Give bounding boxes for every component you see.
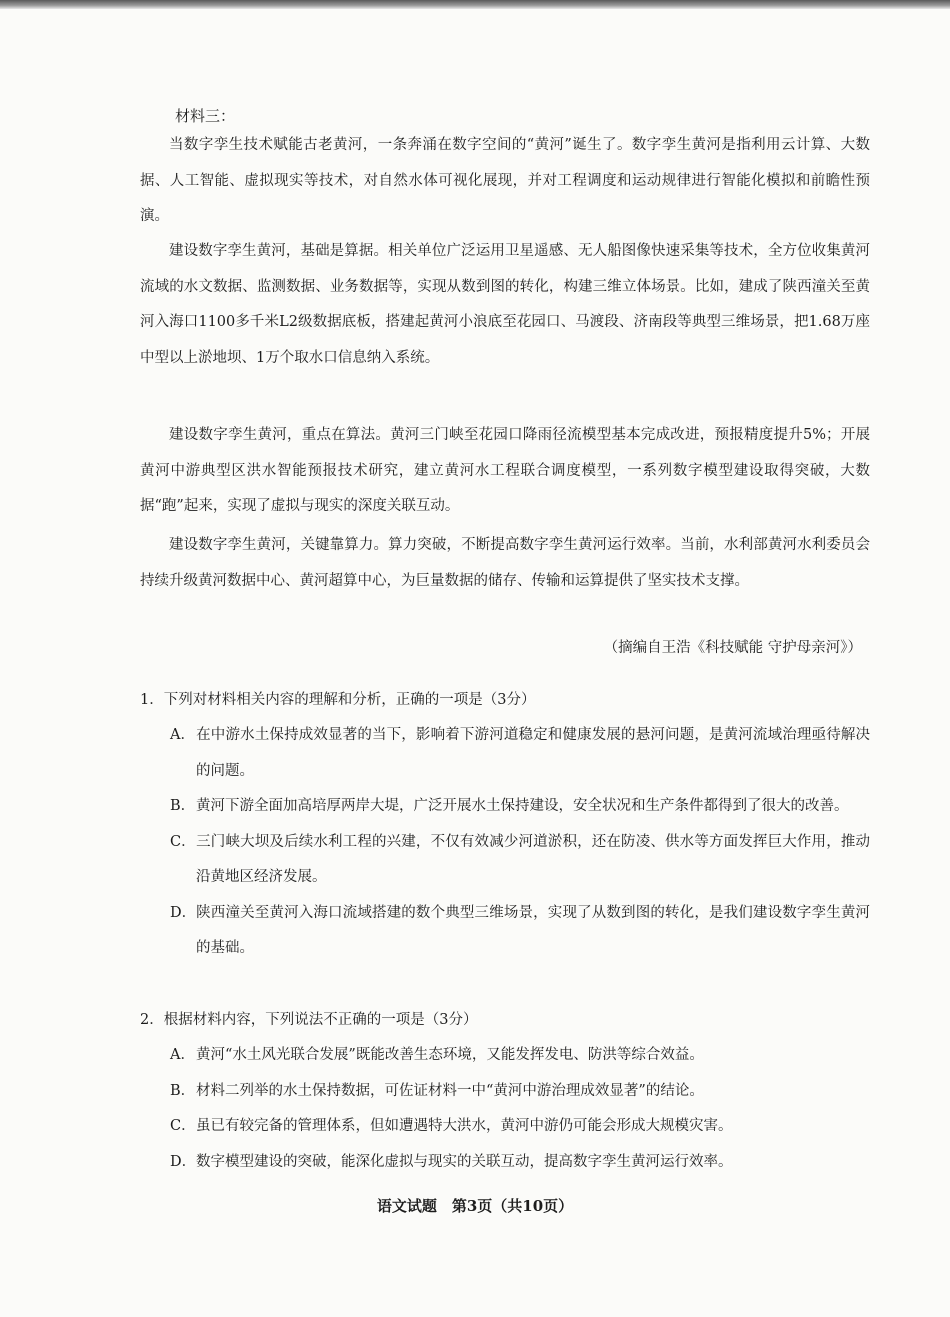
material-paragraph-2: 建设数字孪生黄河，基础是算据。相关单位广泛运用卫星遥感、无人船图像快速采集等技术，全方位收集黄河流域的水文数据、监测数据、业务数据等，实现从数到图的转化，构建三维立体场景。比如，建成了陕西潼关至黄河入海口1100多千米L2级数据底板，搭建起黄河小浪底至花园口、马渡段、济南段等典型三维场景，把1.68万座中型以上淤地坝、1万个取水口信息纳入系统。	[140, 243, 870, 366]
option-letter: C．	[170, 1118, 196, 1134]
question-1-option-d[interactable]	[140, 896, 870, 967]
question-2-option-d[interactable]	[140, 1145, 870, 1181]
option-letter: B．	[170, 1082, 196, 1099]
option-letter: C．	[170, 833, 196, 850]
option-text: 黄河下游全面加高培厚两岸大堤，广泛开展水土保持建设，安全状况和生产条件都得到了很大的改善。	[196, 798, 849, 814]
question-2-stem: 2．根据材料内容，下列说法不正确的一项是（3分）	[140, 1012, 478, 1028]
option-letter: A．	[170, 1047, 195, 1063]
option-text: 材料二列举的水土保持数据，可佐证材料一中“黄河中游治理成效显著”的结论。	[196, 1082, 704, 1099]
question-1	[140, 683, 870, 967]
option-letter: B．	[170, 798, 196, 814]
option-text: 数字模型建设的突破，能深化虚拟与现实的关联互动，提高数字孪生黄河运行效率。	[196, 1153, 733, 1170]
material-heading: 材料三：	[175, 107, 236, 125]
material-paragraph-1: 当数字孪生技术赋能古老黄河，一条奔涌在数字空间的“黄河”诞生了。数字孪生黄河是指利用云计算、大数据、人工智能、虚拟现实等技术，对自然水体可视化展现，并对工程调度和运动规律进行智能化模拟和前瞻性预演。	[140, 137, 870, 224]
question-1-option-b[interactable]	[140, 789, 870, 825]
question-2-option-b[interactable]	[140, 1074, 870, 1110]
material-paragraph-3: 建设数字孪生黄河，重点在算法。黄河三门峡至花园口降雨径流模型基本完成改进，预报精度提升5%；开展黄河中游典型区洪水智能预报技术研究，建立黄河水工程联合调度模型，一系列数字模型建设取得突破，大数据“跑”起来，实现了虚拟与现实的深度关联互动。	[140, 427, 870, 514]
option-letter: A．	[170, 727, 195, 743]
material-paragraph-4: 建设数字孪生黄河，关键靠算力。算力突破，不断提高数字孪生黄河运行效率。当前，水利部黄河水利委员会持续升级黄河数据中心、黄河超算中心，为巨量数据的储存、传输和运算提供了坚实技术支撑。	[140, 537, 870, 589]
option-text: 陕西潼关至黄河入海口流域搭建的数个典型三维场景，实现了从数到图的转化，是我们建设数字孪生黄河的基础。	[196, 904, 870, 956]
material-source: （摘编自王浩《科技赋能 守护母亲河》）	[603, 640, 862, 656]
option-text: 黄河“水土风光联合发展”既能改善生态环境，又能发挥发电、防洪等综合效益。	[196, 1047, 704, 1063]
question-1-option-c[interactable]	[140, 825, 870, 896]
page-footer: 语文试题 第3页（共10页）	[376, 1197, 574, 1215]
question-2-option-c[interactable]	[140, 1109, 870, 1145]
option-text: 在中游水土保持成效显著的当下，影响着下游河道稳定和健康发展的悬河问题，是黄河流域治理亟待解决的问题。	[196, 727, 870, 779]
option-text: 三门峡大坝及后续水利工程的兴建，不仅有效减少河道淤积，还在防凌、供水等方面发挥巨大作用，推动沿黄地区经济发展。	[196, 833, 870, 885]
option-letter: D．	[170, 1153, 197, 1170]
question-1-stem: 1．下列对材料相关内容的理解和分析，正确的一项是（3分）	[140, 692, 536, 708]
question-2	[140, 1003, 870, 1180]
question-2-option-a[interactable]	[140, 1038, 870, 1074]
option-letter: D．	[170, 904, 197, 921]
question-1-option-a[interactable]	[140, 718, 870, 789]
option-text: 虽已有较完备的管理体系，但如遭遇特大洪水，黄河中游仍可能会形成大规模灾害。	[196, 1118, 733, 1134]
